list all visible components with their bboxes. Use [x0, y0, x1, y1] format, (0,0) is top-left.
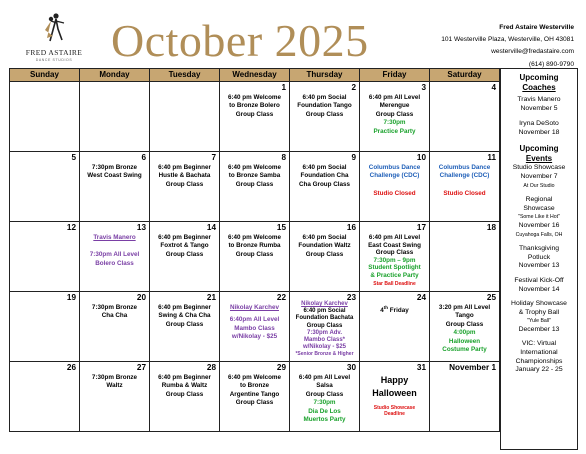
- day-cell[interactable]: [290, 362, 360, 432]
- empty-day-cell: [10, 82, 80, 152]
- event-entry: Regional Showcase "Some Like it Hot" November 16 Cuyahoga Falls, OH: [515, 196, 563, 238]
- day-cell[interactable]: [80, 292, 150, 362]
- events-heading: Upcoming Events: [519, 144, 559, 164]
- day-number: 19: [66, 293, 76, 302]
- weekday-header: Thursday: [290, 69, 360, 82]
- calendar-title: October 2025: [111, 15, 369, 66]
- event-text: 6:40 pm Beginner Hustle & Bachata Group Class: [158, 164, 211, 188]
- day-number: 18: [486, 223, 496, 232]
- studio-phone: (614) 890-9790: [528, 60, 574, 68]
- day-number: 5: [71, 153, 76, 162]
- event-entry: Festival Kick-Off November 14: [514, 276, 564, 293]
- day-cell[interactable]: [80, 362, 150, 432]
- day-number: 27: [136, 363, 146, 372]
- day-cell[interactable]: [10, 292, 80, 362]
- coach-name[interactable]: Nikolay Karchev: [301, 301, 348, 307]
- event-text: 6:40 pm Social Foundation Tango Group Class: [297, 94, 352, 118]
- day-number: 2: [351, 83, 356, 92]
- coach-name[interactable]: Nikolay Karchev: [229, 304, 279, 311]
- day-number: 21: [206, 293, 216, 302]
- day-cell[interactable]: [360, 82, 430, 152]
- day-number: 31: [416, 363, 426, 372]
- day-number: 10: [416, 153, 426, 162]
- day-cell[interactable]: [150, 292, 220, 362]
- studio-logo: [14, 12, 94, 68]
- day-cell[interactable]: [220, 82, 290, 152]
- event-text: 6:40 pm All Level Salsa Group Class 7:30pm Dia De Los Muertos Party: [298, 374, 351, 424]
- day-cell[interactable]: [150, 362, 220, 432]
- day-number: 9: [351, 153, 356, 162]
- day-number: 8: [281, 153, 286, 162]
- day-number: 23: [346, 293, 356, 302]
- weekday-header: Sunday: [10, 69, 80, 82]
- day-number: 3: [421, 83, 426, 92]
- day-number: 15: [276, 223, 286, 232]
- day-number: 24: [416, 293, 426, 302]
- day-cell[interactable]: [430, 152, 500, 222]
- event-text: Columbus Dance Challenge (CDC): [438, 164, 491, 180]
- day-cell[interactable]: [150, 222, 220, 292]
- event-text: Columbus Dance Challenge (CDC): [368, 164, 421, 180]
- day-cell[interactable]: [360, 222, 430, 292]
- event-text: 7:30pm Bronze Waltz: [91, 374, 138, 390]
- event-text: 3:20 pm All Level Tango Group Class 4:00pm Halloween Costume Party: [438, 304, 491, 354]
- day-cell[interactable]: [80, 152, 150, 222]
- studio-info: [441, 22, 574, 71]
- week-row: [10, 362, 500, 432]
- studio-name: Fred Astaire Westerville: [499, 24, 574, 31]
- closed-notice: Studio Closed: [373, 189, 416, 197]
- day-number: 11: [487, 153, 496, 162]
- day-number: 13: [136, 223, 146, 232]
- event-text: 6:40 pm Welcome to Bronze Argentine Tango Group Class: [227, 374, 282, 407]
- weekday-header: Tuesday: [150, 69, 220, 82]
- event-text: 7:30pm All Level Bolero Class: [89, 251, 140, 267]
- week-row: [10, 292, 500, 362]
- day-cell[interactable]: [10, 152, 80, 222]
- week-row: [10, 82, 500, 152]
- halloween-text: Happy Halloween: [372, 375, 417, 398]
- day-number: 28: [206, 363, 216, 372]
- event-text: 6:40 pm Social Foundation Cha Cha Group Class: [298, 164, 351, 188]
- empty-day-cell: [80, 82, 150, 152]
- event-text: 6:40 pm Beginner Rumba & Waltz Group Class: [158, 374, 211, 398]
- day-cell[interactable]: [220, 362, 290, 432]
- day-cell[interactable]: [220, 222, 290, 292]
- day-cell[interactable]: [290, 292, 360, 362]
- weekday-header: Monday: [80, 69, 150, 82]
- event-text: 6:40 pm All Level Merengue Group Class 7:30pm Practice Party: [368, 94, 421, 135]
- event-text: Nikolay Karchev 6:40 pm Social Foundation Bachata Group Class 7:30pm Adv. Mambo Class* w/Nikolay - $25 *Senior Bronze & Higher: [295, 301, 354, 358]
- deadline-notice: Studio Showcase Deadline: [373, 405, 416, 418]
- day-number: 17: [416, 223, 426, 232]
- day-number: 12: [66, 223, 76, 232]
- day-cell[interactable]: [290, 222, 360, 292]
- event-text: 6:40pm All Level Mambo Class w/Nikolay - $25: [229, 316, 280, 341]
- day-cell[interactable]: [80, 222, 150, 292]
- day-number: 14: [206, 223, 216, 232]
- day-number: 16: [346, 223, 356, 232]
- event-text: 6:40 pm Beginner Foxtrot & Tango Group Class: [158, 234, 211, 258]
- coach-entry: Travis Manero November 5: [517, 96, 561, 112]
- event-text: 6:40 pm Social Foundation Waltz Group Class: [298, 234, 351, 258]
- weekday-header: Friday: [360, 69, 430, 82]
- studio-email[interactable]: westerville@fredastaire.com: [491, 48, 574, 56]
- day-number: 20: [136, 293, 146, 302]
- day-cell[interactable]: [430, 362, 500, 432]
- day-cell[interactable]: [10, 222, 80, 292]
- event-text: 7:30pm Bronze West Coast Swing: [87, 164, 142, 180]
- coach-entry: Iryna DeSoto November 18: [518, 120, 560, 136]
- coaches-heading: Upcoming Coaches: [519, 73, 559, 92]
- empty-day-cell: [150, 82, 220, 152]
- event-text: 4th Friday: [380, 305, 409, 315]
- dancers-icon: [37, 12, 71, 46]
- day-cell[interactable]: [150, 152, 220, 222]
- closed-notice: Studio Closed: [443, 189, 486, 197]
- day-number: 26: [66, 363, 76, 372]
- day-cell[interactable]: [10, 362, 80, 432]
- event-text: 6:40 pm Welcome to Bronze Samba Group Class: [227, 164, 282, 188]
- studio-address: 101 Westerville Plaza, Westerville, OH 43081: [441, 36, 574, 44]
- event-entry: Studio Showcase November 7 At Our Studio: [512, 164, 566, 189]
- event-entry: Holiday Showcase & Trophy Ball "Yule Ball" December 13: [511, 300, 567, 333]
- day-cell[interactable]: [220, 292, 290, 362]
- logo-subtitle: DANCE STUDIOS: [35, 58, 73, 62]
- weekday-header: Saturday: [430, 69, 500, 82]
- event-entry: VIC: Virtual International Championships January 22 - 25: [515, 340, 563, 374]
- coach-name[interactable]: Travis Manero: [93, 234, 136, 241]
- day-number: 29: [276, 363, 286, 372]
- weekday-header: Wednesday: [220, 69, 290, 82]
- upcoming-sidebar: [500, 68, 578, 450]
- day-number: 7: [211, 153, 216, 162]
- logo-name: FRED ASTAIRE: [25, 48, 83, 57]
- week-row: [10, 222, 500, 292]
- day-cell[interactable]: [220, 152, 290, 222]
- event-entry: Thanksgiving Potluck November 13: [518, 245, 560, 270]
- week-row: [10, 152, 500, 222]
- weekday-header-row: [10, 69, 500, 82]
- day-number: 6: [141, 153, 146, 162]
- day-number: 22: [276, 293, 286, 302]
- day-number: 30: [346, 363, 356, 372]
- day-cell[interactable]: [290, 152, 360, 222]
- event-text: 6:40 pm Beginner Swing & Cha Cha Group Class: [158, 304, 211, 328]
- day-cell[interactable]: [360, 152, 430, 222]
- event-text: 6:40 pm All Level East Coast Swing Group Class 7:30pm – 9pm Student Spotlight & Practice Party Star Ball Deadline: [368, 234, 421, 287]
- event-text: 6:40 pm Welcome to Bronze Bolero Group Class: [227, 94, 282, 118]
- day-cell[interactable]: [430, 292, 500, 362]
- day-number: November 1: [449, 363, 496, 372]
- day-number: 25: [486, 293, 496, 302]
- day-number: 4: [491, 83, 496, 92]
- calendar-grid: [9, 68, 500, 432]
- event-text: 6:40 pm Welcome to Bronze Rumba Group Class: [227, 234, 282, 258]
- day-cell[interactable]: [430, 82, 500, 152]
- day-cell[interactable]: [360, 292, 430, 362]
- day-cell[interactable]: [360, 362, 430, 432]
- day-cell[interactable]: [290, 82, 360, 152]
- day-cell[interactable]: [430, 222, 500, 292]
- event-text: 7:30pm Bronze Cha Cha: [91, 304, 138, 320]
- day-number: 1: [281, 83, 286, 92]
